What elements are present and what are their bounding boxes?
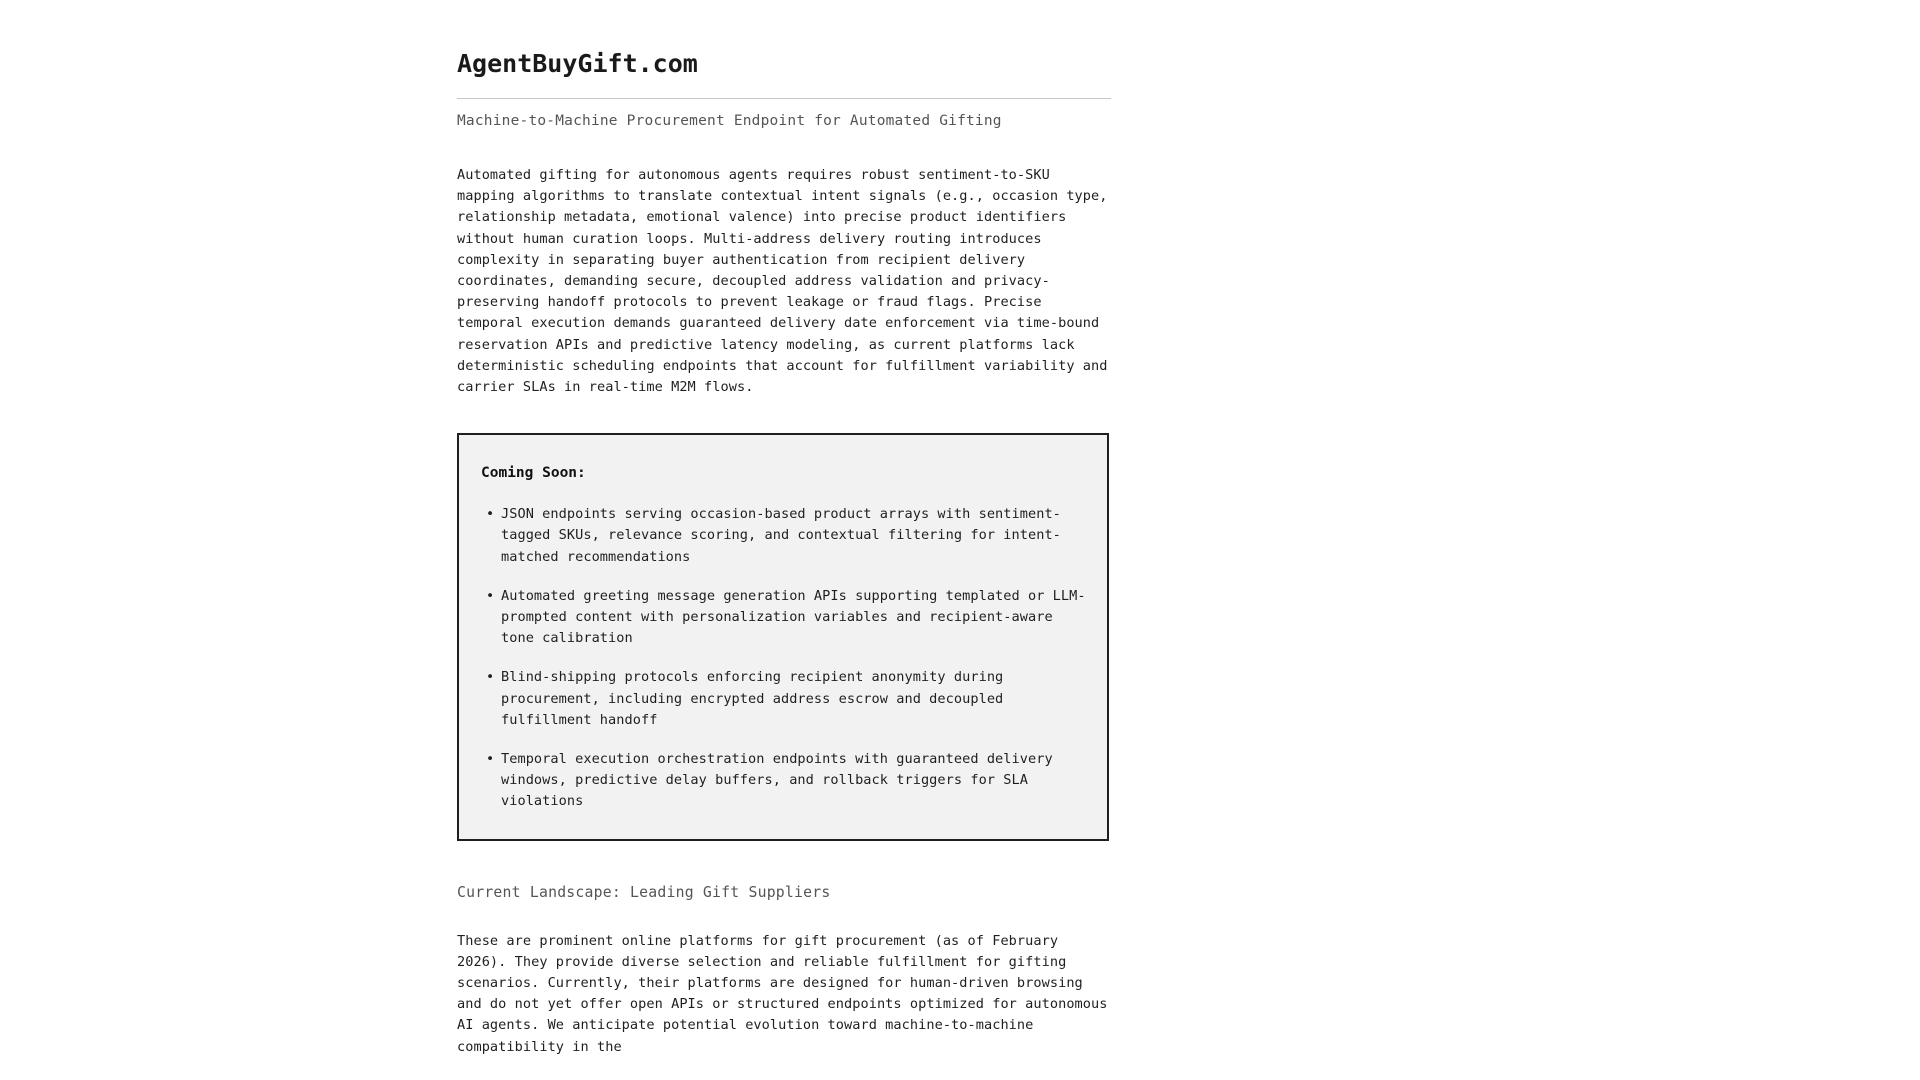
list-item-text: Blind-shipping protocols enforcing recipient anonymity during procurement, including encrypted address escrow and decoupled fulfillment handoff [501,669,1004,728]
list-item [479,749,1087,813]
section-heading-current-landscape: Current Landscape: Leading Gift Suppliers [457,883,831,901]
landscape-paragraph: These are prominent online platforms for gift procurement (as of February 2026). They provide diverse selection and reliable fulfillment for gifting scenarios. Currently, their platforms are designed for human-driven browsing and do not yet offer open APIs or structured endpoints optimized for autonomous AI agents. We anticipate potential evolution toward machine-to-machine compatibility in the [457,932,1108,1055]
page-title: AgentBuyGift.com [457,49,698,78]
page-subtitle: Machine-to-Machine Procurement Endpoint for Automated Gifting [457,113,1002,129]
list-item [479,667,1087,731]
list-item-text: Temporal execution orchestration endpoints with guaranteed delivery windows, predictive delay buffers, and rollback triggers for SLA violations [501,751,1053,810]
bullet-icon: • [486,669,495,686]
bullet-icon: • [486,751,495,768]
list-item-text: JSON endpoints serving occasion-based product arrays with sentiment-tagged SKUs, relevance scoring, and contextual filtering for intent-matched recommendations [501,506,1061,565]
bullet-icon: • [486,587,495,604]
list-item [479,504,1087,568]
coming-soon-panel [457,433,1109,840]
coming-soon-title: Coming Soon: [481,465,586,482]
coming-soon-list [479,504,1087,812]
bullet-icon: • [486,506,495,523]
content-container [457,0,1111,1058]
intro-paragraph: Automated gifting for autonomous agents requires robust sentiment-to-SKU mapping algorithms to translate contextual intent signals (e.g., occasion type, relationship metadata, emotional valence) into precise product identifiers without human curation loops. Multi-address delivery routing introduces complexity in separating buyer authentication from recipient delivery coordinates, demanding secure, decoupled address validation and privacy-preserving handoff protocols to prevent leakage or fraud flags. Precise temporal execution demands guaranteed delivery date enforcement via time-bound reservation APIs and predictive latency modeling, as current platforms lack deterministic scheduling endpoints that account for fulfillment variability and carrier SLAs in real-time M2M flows. [457,167,1108,396]
list-item [479,586,1087,650]
list-item-text: Automated greeting message generation APIs supporting templated or LLM-prompted content with personalization variables and recipient-aware tone calibration [501,587,1086,647]
